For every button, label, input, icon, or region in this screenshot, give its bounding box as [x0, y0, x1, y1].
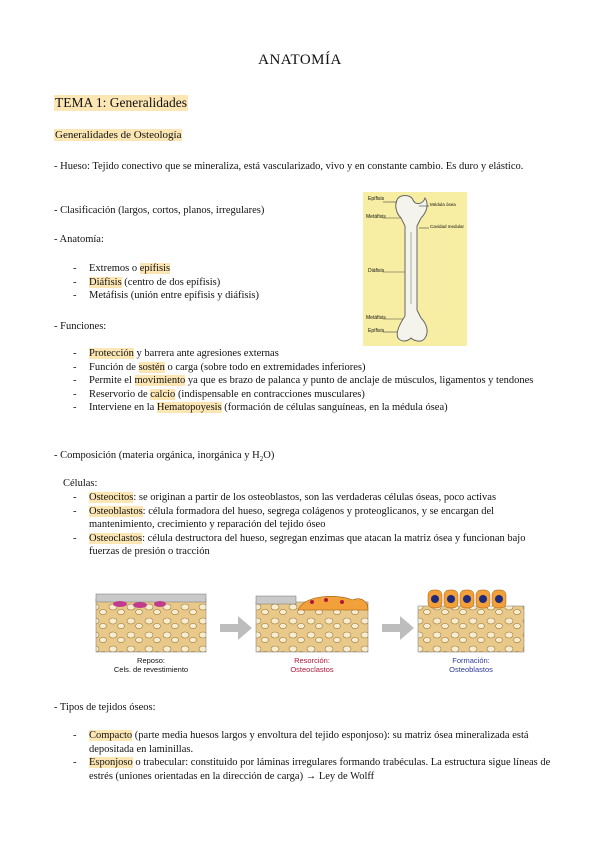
stage-resorcion-caption	[256, 656, 368, 674]
page-title: ANATOMÍA	[258, 52, 342, 68]
subsection-heading: Generalidades de Osteología	[55, 129, 182, 141]
celulas-heading: Células:	[63, 478, 98, 489]
stage-formacion-sublabel: Osteoblastos	[449, 665, 493, 674]
bone-label-medula: Médula ósea	[430, 202, 456, 207]
stage-reposo-caption	[96, 656, 206, 674]
bone-label-metafisis-bottom: Metáfisis	[366, 315, 386, 321]
list-item: - Esponjoso o trabecular: constituido por láminas irregulares formando trabéculas. La estructura sigue líneas de estrés (uniones orientadas en la dirección de carga) → Ley de Wolff	[54, 756, 554, 783]
anatomia-heading: - Anatomía:	[54, 234, 104, 245]
celulas-list	[54, 491, 554, 559]
stage-resorcion-label: Resorción:	[294, 656, 330, 665]
stage-formacion-label: Formación:	[452, 656, 490, 665]
list-item: - Diáfisis (centro de dos epífisis)	[54, 276, 344, 290]
hueso-text: Tejido conectivo que se mineraliza, está vascularizado, vivo y en constante cambio. Es duro y elástico.	[92, 161, 524, 172]
list-item: - Extremos o epífisis	[54, 262, 344, 276]
list-item: - Osteocitos: se originan a partir de los osteoblastos, son las verdaderas células óseas, poco activas	[54, 491, 554, 505]
stage-formacion-image	[418, 590, 524, 652]
bone-label-epifisis-bottom: Epífisis	[368, 328, 385, 334]
stage-formacion-caption	[418, 656, 524, 674]
list-item: - Osteoblastos: célula formadora del hueso, segrega colágenos y proteoglicanos, y se encargan del mantenimiento, crecimiento y reparación del tejido óseo	[54, 505, 554, 532]
list-item: - Compacto (parte media huesos largos y envoltura del tejido esponjoso): su matriz ósea mineralizada está depositada en laminillas.	[54, 729, 554, 756]
funciones-list	[54, 347, 559, 415]
hueso-paragraph	[54, 160, 554, 174]
list-item: - Protección y barrera ante agresiones externas	[54, 347, 559, 361]
remodeling-figure	[90, 588, 530, 658]
arrow-icon	[382, 616, 414, 640]
stage-reposo-sublabel: Cels. de revestimiento	[113, 665, 189, 674]
stage-resorcion-sublabel: Osteoclastos	[290, 665, 334, 674]
composicion-line: - Composición (materia orgánica, inorgánica y $H_2O$)	[54, 450, 275, 464]
bone-label-diafisis: Diáfisis	[368, 268, 385, 274]
clasificacion-line: - Clasificación (largos, cortos, planos, irregulares)	[54, 205, 265, 216]
tipos-heading: - Tipos de tejidos óseos:	[54, 702, 156, 713]
bone-label-cavidad: Cavidad medular	[430, 224, 465, 229]
bone-figure	[363, 192, 467, 346]
section-heading: TEMA 1: Generalidades	[55, 95, 187, 110]
bone-label-epifisis-top: Epífisis	[368, 196, 385, 202]
list-item: - Interviene en la Hematopoyesis (formación de células sanguíneas, en la médula ósea)	[54, 401, 559, 415]
list-item: - Permite el movimiento ya que es brazo de palanca y punto de anclaje de músculos, ligamentos y tendones	[54, 374, 559, 388]
bone-label-metafisis-top: Metáfisis	[366, 214, 386, 220]
list-item: - Osteoclastos: célula destructora del hueso, segregan enzimas que atacan la matriz ósea y funcionan bajo fuerzas de presión o tracción	[54, 532, 554, 559]
stage-resorcion-image	[256, 596, 368, 652]
anatomia-list	[54, 262, 344, 303]
funciones-heading: - Funciones:	[54, 321, 107, 332]
stage-reposo-label: Reposo:	[137, 656, 165, 665]
list-item: - Función de sostén o carga (sobre todo en extremidades inferiores)	[54, 361, 559, 375]
stage-reposo-image	[96, 594, 206, 652]
tipos-list	[54, 729, 554, 783]
list-item: - Reservorio de calcio (indispensable en contracciones musculares)	[54, 388, 559, 402]
arrow-icon	[220, 616, 252, 640]
hueso-label: - Hueso:	[54, 161, 93, 172]
list-item: - Metáfisis (unión entre epífisis y diáfisis)	[54, 289, 344, 303]
